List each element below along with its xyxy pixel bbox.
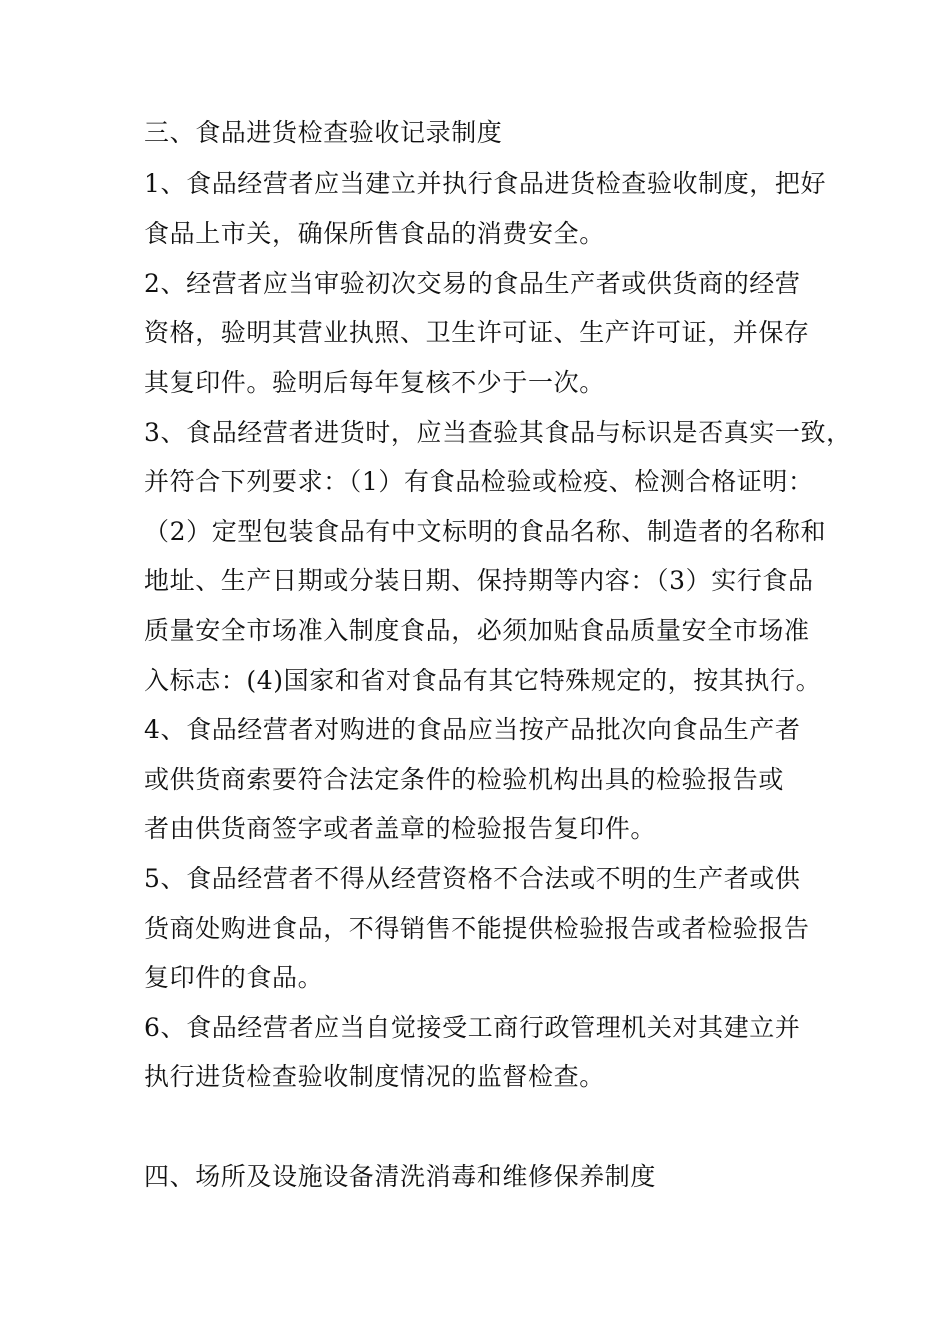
item-4-line-3: 者由供货商签字或者盖章的检验报告复印件。	[144, 814, 657, 843]
item-4-line-2: 或供货商索要符合法定条件的检验机构出具的检验报告或	[144, 765, 785, 794]
item-3-line-1: 3、食品经营者进货时，应当查验其食品与标识是否真实一致，	[144, 418, 852, 447]
item-5-line-2: 货商处购进食品，不得销售不能提供检验报告或者检验报告	[144, 914, 810, 943]
item-3-line-2: 并符合下列要求：（1）有食品检验或检疫、检测合格证明：	[144, 467, 814, 496]
item-2-line-3: 其复印件。验明后每年复核不少于一次。	[144, 368, 605, 397]
item-4-line-1: 4、食品经营者对购进的食品应当按产品批次向食品生产者	[144, 715, 801, 744]
item-2-line-1: 2、经营者应当审验初次交易的食品生产者或供货商的经营	[144, 269, 801, 298]
item-1-line-2: 食品上市关，确保所售食品的消费安全。	[144, 219, 605, 248]
item-6-line-2: 执行进货检查验收制度情况的监督检查。	[144, 1062, 605, 1091]
item-3-line-6: 入标志：(4)国家和省对食品有其它特殊规定的，按其执行。	[144, 666, 822, 695]
item-2-line-2: 资格，验明其营业执照、卫生许可证、生产许可证，并保存	[144, 318, 810, 347]
item-5-line-1: 5、食品经营者不得从经营资格不合法或不明的生产者或供	[144, 864, 801, 893]
item-6-line-1: 6、食品经营者应当自觉接受工商行政管理机关对其建立并	[144, 1013, 801, 1042]
item-3-line-5: 质量安全市场准入制度食品，必须加贴食品质量安全市场准	[144, 616, 810, 645]
section-4-heading: 四、场所及设施设备清洗消毒和维修保养制度	[144, 1162, 657, 1191]
item-3-line-3: （2）定型包装食品有中文标明的食品名称、制造者的名称和	[144, 517, 827, 546]
section-3-heading: 三、食品进货检查验收记录制度	[144, 118, 503, 147]
item-3-line-4: 地址、生产日期或分装日期、保持期等内容：（3）实行食品	[144, 566, 814, 595]
item-1-line-1: 1、食品经营者应当建立并执行食品进货检查验收制度，把好	[144, 169, 827, 198]
item-5-line-3: 复印件的食品。	[144, 963, 324, 992]
